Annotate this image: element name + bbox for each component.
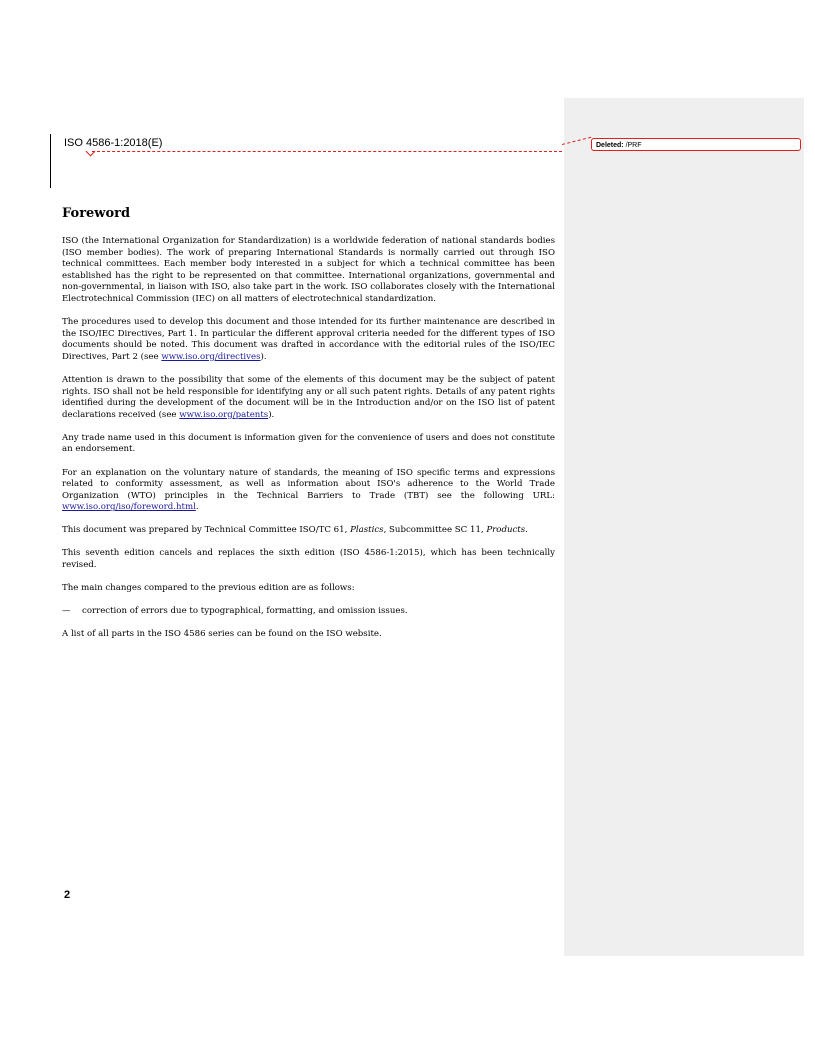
paragraph-voluntary-nature xyxy=(62,468,555,514)
patents-link[interactable]: www.iso.org/patents xyxy=(179,409,269,420)
document-id-header: ISO 4586-1:2018(E) xyxy=(64,137,163,149)
change-bar xyxy=(50,134,51,188)
comment-text: /PRF xyxy=(623,142,642,149)
procedures-end: ). xyxy=(260,351,267,362)
foreword-body xyxy=(62,236,555,652)
paragraph-trade-name: Any trade name used in this document is information given for the convenience of users and does not constitute an endorsement. xyxy=(62,432,555,455)
prepared-products: Products xyxy=(486,525,526,536)
patents-end: ). xyxy=(268,409,275,420)
prepared-c: . xyxy=(525,525,528,536)
procedures-text: The procedures used to develop this document and those intended for its further maintenance are described in the ISO/IEC Directives, Part 1. In particular the different approval criteria needed for the different types of ISO documents should be noted. This document was drafted in accordance with the editorial rules of the ISO/IEC Directives, Part 2 (see xyxy=(62,317,555,362)
markup-pane xyxy=(564,98,804,956)
prepared-plastics: Plastics xyxy=(350,525,384,536)
directives-link[interactable]: www.iso.org/directives xyxy=(161,351,261,362)
prepared-a: This document was prepared by Technical Committee ISO/TC 61, xyxy=(62,525,351,536)
paragraph-series-list: A list of all parts in the ISO 4586 series can be found on the ISO website. xyxy=(62,629,382,640)
paragraph-iso-intro: ISO (the International Organization for Standardization) is a worldwide federation of national standards bodies (ISO member bodies). The work of preparing International Standards is normally carried out through ISO technical committees. Each member body interested in a subject for which a technical committee has been established has the right to be represented on that committee. International organizations, governmental and non-governmental, in liaison with ISO, also take part in the work. ISO collaborates closely with the International Electrotechnical Commission (IEC) on all matters of electrotechnical standardization. xyxy=(62,236,555,304)
comment-label: Deleted: xyxy=(596,142,624,149)
voluntary-end: . xyxy=(195,502,199,513)
paragraph-edition: This seventh edition cancels and replaces the sixth edition (ISO 4586-1:2015), which has been technically revised. xyxy=(62,548,555,571)
paragraph-patents xyxy=(62,375,555,421)
paragraph-prepared-by xyxy=(62,525,555,537)
voluntary-text: For an explanation on the voluntary nature of standards, the meaning of ISO specific terms and expressions related to conformity assessment, as well as information about ISO's adherence to the World Trade Organization (WTO) principles in the Technical Barriers to Trade (TBT) see the following URL: xyxy=(62,467,555,501)
paragraph-changes-intro: The main changes compared to the previous edition are as follows: xyxy=(62,583,355,594)
paragraph-procedures xyxy=(62,317,555,363)
revision-comment[interactable] xyxy=(591,138,801,151)
revision-leader-line xyxy=(92,151,562,152)
page-title: Foreword xyxy=(62,206,131,221)
page-number: 2 xyxy=(64,889,71,901)
patents-text: Attention is drawn to the possibility that some of the elements of this document may be the subject of patent rights. ISO shall not be held responsible for identifying any or all such patent rights. Details of any patent rights identified during the development of the document will be in the Introduction and/or on the ISO list of patent declarations received (see xyxy=(62,374,555,420)
list-item xyxy=(62,606,555,618)
list-dash: — xyxy=(62,606,71,617)
prepared-b: , Subcommittee SC 11, xyxy=(383,525,487,536)
list-item-text: correction of errors due to typographical, formatting, and omission issues. xyxy=(82,606,408,617)
foreword-link[interactable]: www.iso.org/iso/foreword.html xyxy=(62,502,196,513)
